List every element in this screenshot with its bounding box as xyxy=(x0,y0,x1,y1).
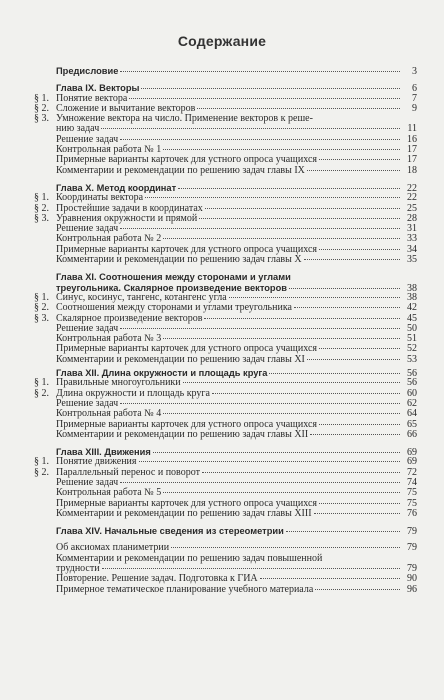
toc-entry-page: 66 xyxy=(407,428,417,440)
toc-entry-title: Примерные варианты карточек для устного опроса учащихся xyxy=(56,497,317,509)
leader-dots xyxy=(314,513,400,514)
page-title: Содержание xyxy=(177,33,267,49)
toc-entry-title: Повторение. Решение задач. Подготовка к ГИА xyxy=(56,573,258,585)
toc-entry-page: 51 xyxy=(407,333,417,345)
leader-dots xyxy=(120,328,400,329)
leader-dots xyxy=(145,197,400,198)
leader-dots xyxy=(163,149,400,150)
toc-entry-title: Соотношения между сторонами и углами треугольника xyxy=(56,302,292,314)
toc-entry-title: Предисловие xyxy=(56,66,119,76)
leader-dots xyxy=(304,259,400,260)
toc-entry-page: 42 xyxy=(407,302,417,314)
toc-entry-page: 22 xyxy=(407,192,417,204)
toc-entry-title: Контрольная работа № 1 xyxy=(56,144,162,156)
leader-dots xyxy=(319,424,400,425)
leader-dots xyxy=(120,403,400,404)
leader-dots xyxy=(310,434,400,435)
toc-chapter-title: Глава XII. Длина окружности и площадь круга xyxy=(56,368,268,379)
toc-entry[interactable] xyxy=(34,166,417,176)
toc-chapter-title: Глава XIV. Начальные сведения из стереометрии xyxy=(56,526,284,537)
toc-chapter-title: треугольника. Скалярное произведение векторов xyxy=(56,282,288,293)
leader-dots xyxy=(120,228,400,229)
toc-entry-title: Параллельный перенос и поворот xyxy=(56,466,200,478)
leader-dots xyxy=(289,288,400,289)
toc-entry[interactable] xyxy=(34,409,417,419)
toc-entry-title: Примерное тематическое планирование учебного материала xyxy=(56,583,314,595)
toc-entry-page: 74 xyxy=(407,476,417,488)
toc-entry-title: Об аксиомах планиметрии xyxy=(56,542,170,554)
toc-entry-title: нию задач xyxy=(56,123,100,135)
toc-entry-page: 31 xyxy=(407,223,417,235)
toc-entry-page: 90 xyxy=(407,573,417,585)
toc-entry-page: 38 xyxy=(407,291,417,303)
section-number: § 1. xyxy=(34,192,49,204)
leader-dots xyxy=(197,108,400,109)
toc-entry-page: 65 xyxy=(407,418,417,430)
toc-entry-page: 79 xyxy=(407,563,417,575)
toc-entry-title: Правильные многоугольники xyxy=(56,377,181,389)
leader-dots xyxy=(212,393,400,394)
toc-entry-title: Контрольная работа № 2 xyxy=(56,233,162,245)
leader-dots xyxy=(120,71,400,72)
leader-dots xyxy=(129,98,400,99)
leader-dots xyxy=(141,88,400,89)
leader-dots xyxy=(315,589,400,590)
leader-dots xyxy=(163,238,400,239)
toc-entry-title: Контрольная работа № 5 xyxy=(56,487,162,499)
toc-entry-title: Примерные варианты карточек для устного опроса учащихся xyxy=(56,243,317,255)
leader-dots xyxy=(139,461,400,462)
toc-entry-page: 76 xyxy=(407,507,417,519)
toc-entry-page: 53 xyxy=(407,353,417,365)
toc-entry-title: Примерные варианты карточек для устного опроса учащихся xyxy=(56,343,317,355)
toc-entry-page: 33 xyxy=(407,233,417,245)
toc-entry-page: 7 xyxy=(412,92,417,104)
leader-dots xyxy=(178,188,400,189)
leader-dots xyxy=(120,482,400,483)
leader-dots xyxy=(319,159,400,160)
section-number: § 1. xyxy=(34,291,49,303)
toc-entry-page: 18 xyxy=(407,164,417,176)
section-number: § 3. xyxy=(34,212,49,224)
leader-dots xyxy=(163,413,400,414)
toc-entry-page: 79 xyxy=(407,526,417,538)
leader-dots xyxy=(101,128,400,129)
leader-dots xyxy=(260,578,400,579)
section-number: § 2. xyxy=(34,302,49,314)
leader-dots xyxy=(307,170,400,171)
toc-entry-title: Длина окружности и площадь круга xyxy=(56,387,210,399)
toc-entry-page: 11 xyxy=(407,123,417,135)
leader-dots xyxy=(286,531,400,532)
leader-dots xyxy=(153,452,400,453)
section-number: § 1. xyxy=(34,377,49,389)
section-number: § 3. xyxy=(34,113,49,125)
leader-dots xyxy=(120,139,400,140)
toc-entry-page: 72 xyxy=(407,466,417,478)
toc-entry-preface[interactable] xyxy=(34,66,417,76)
toc-entry-page: 64 xyxy=(407,408,417,420)
leader-dots xyxy=(204,318,400,319)
toc-entry-page: 75 xyxy=(407,497,417,509)
leader-dots xyxy=(307,359,400,360)
toc-entry-page: 69 xyxy=(407,456,417,468)
toc-entry-title: Решение задач xyxy=(56,476,119,488)
toc-entry-title: Уравнения окружности и прямой xyxy=(56,212,198,224)
toc-entry[interactable] xyxy=(34,509,417,519)
leader-dots xyxy=(171,547,400,548)
toc-entry-title: Понятие вектора xyxy=(56,92,128,104)
toc-entry[interactable] xyxy=(34,585,417,595)
toc-entry-title: Сложение и вычитание векторов xyxy=(56,102,196,114)
toc-entry-title: Примерные варианты карточек для устного опроса учащихся xyxy=(56,418,317,430)
toc-entry-title: Комментарии и рекомендации по решению задач главы X xyxy=(56,254,302,266)
section-number: § 2. xyxy=(34,202,49,214)
toc-entry-page: 22 xyxy=(407,182,417,194)
toc-entry-title: Координаты вектора xyxy=(56,192,144,204)
toc-entry-title: трудности xyxy=(56,563,100,575)
toc-entry-title: Примерные варианты карточек для устного опроса учащихся xyxy=(56,154,317,166)
toc-entry[interactable] xyxy=(34,430,417,440)
toc-entry-title: Комментарии и рекомендации по решению задач повышенной xyxy=(56,552,323,564)
toc-entry-page: 96 xyxy=(407,583,417,595)
toc-entry-page: 56 xyxy=(407,368,417,380)
leader-dots xyxy=(319,249,400,250)
toc-entry-page: 35 xyxy=(407,254,417,266)
leader-dots xyxy=(319,348,400,349)
section-number: § 2. xyxy=(34,387,49,399)
leader-dots xyxy=(294,307,400,308)
toc-entry-page: 60 xyxy=(407,387,417,399)
toc-entry-page: 50 xyxy=(407,322,417,334)
toc-entry-page: 34 xyxy=(407,243,417,255)
toc-chapter-14[interactable] xyxy=(34,526,417,536)
section-number: § 1. xyxy=(34,92,49,104)
toc-entry-title: Комментарии и рекомендации по решению задач главы IX xyxy=(56,164,305,176)
toc-entry-title: Понятие движения xyxy=(56,456,137,468)
section-number: § 3. xyxy=(34,312,49,324)
toc-entry-page: 16 xyxy=(407,133,417,145)
leader-dots xyxy=(319,503,400,504)
toc-entry-page: 25 xyxy=(407,202,417,214)
toc-entry-title: Контрольная работа № 3 xyxy=(56,333,162,345)
toc-chapter-title: Глава XI. Соотношения между сторонами и углами xyxy=(56,272,291,283)
toc-entry-title: Комментарии и рекомендации по решению задач главы XII xyxy=(56,428,309,440)
toc-entry-title: Решение задач xyxy=(56,322,119,334)
toc-entry-page: 9 xyxy=(412,102,417,114)
toc-entry-title: Скалярное произведение векторов xyxy=(56,312,203,324)
toc-chapter-title: Глава X. Метод координат xyxy=(56,182,177,193)
toc-entry-page: 45 xyxy=(407,312,417,324)
leader-dots xyxy=(199,218,400,219)
toc-entry-page: 38 xyxy=(407,282,417,294)
leader-dots xyxy=(163,492,400,493)
toc-entry-title: Решение задач xyxy=(56,397,119,409)
toc-entry-page: 3 xyxy=(412,66,417,77)
toc-entry-title: Умножение вектора на число. Применение векторов к реше- xyxy=(56,113,313,125)
toc-entry[interactable] xyxy=(34,255,417,265)
leader-dots xyxy=(202,472,400,473)
toc-entry-title: Комментарии и рекомендации по решению задач главы XI xyxy=(56,353,305,365)
leader-dots xyxy=(163,338,400,339)
toc-entry-title: Решение задач xyxy=(56,223,119,235)
toc-entry-page: 69 xyxy=(407,447,417,459)
section-number: § 1. xyxy=(34,456,49,468)
toc-entry[interactable] xyxy=(34,355,417,365)
toc-entry-page: 17 xyxy=(407,144,417,156)
toc-chapter-title: Глава IX. Векторы xyxy=(56,83,140,94)
section-number: § 2. xyxy=(34,102,49,114)
leader-dots xyxy=(205,208,400,209)
toc-chapter-title: Глава XIII. Движения xyxy=(56,447,151,458)
toc-entry-page: 62 xyxy=(407,397,417,409)
toc-entry-title: Решение задач xyxy=(56,133,119,145)
toc-entry-page: 17 xyxy=(407,154,417,166)
leader-dots xyxy=(229,297,400,298)
toc-entry-title: Синус, косинус, тангенс, котангенс угла xyxy=(56,291,227,303)
toc-chapter-11[interactable] xyxy=(34,272,417,282)
toc-entry-page: 52 xyxy=(407,343,417,355)
leader-dots xyxy=(102,568,400,569)
section-number: § 2. xyxy=(34,466,49,478)
toc-entry-title: Простейшие задачи в координатах xyxy=(56,202,203,214)
table-of-contents xyxy=(34,66,417,595)
toc-entry-page: 28 xyxy=(407,212,417,224)
toc-entry-page: 79 xyxy=(407,542,417,554)
toc-entry-title: Комментарии и рекомендации по решению задач главы XIII xyxy=(56,507,312,519)
toc-entry-page: 75 xyxy=(407,487,417,499)
toc-entry-page: 6 xyxy=(412,83,417,95)
toc-entry-page: 56 xyxy=(407,377,417,389)
leader-dots xyxy=(269,373,400,374)
toc-section[interactable] xyxy=(34,303,417,313)
toc-entry-title: Контрольная работа № 4 xyxy=(56,408,162,420)
leader-dots xyxy=(183,382,400,383)
